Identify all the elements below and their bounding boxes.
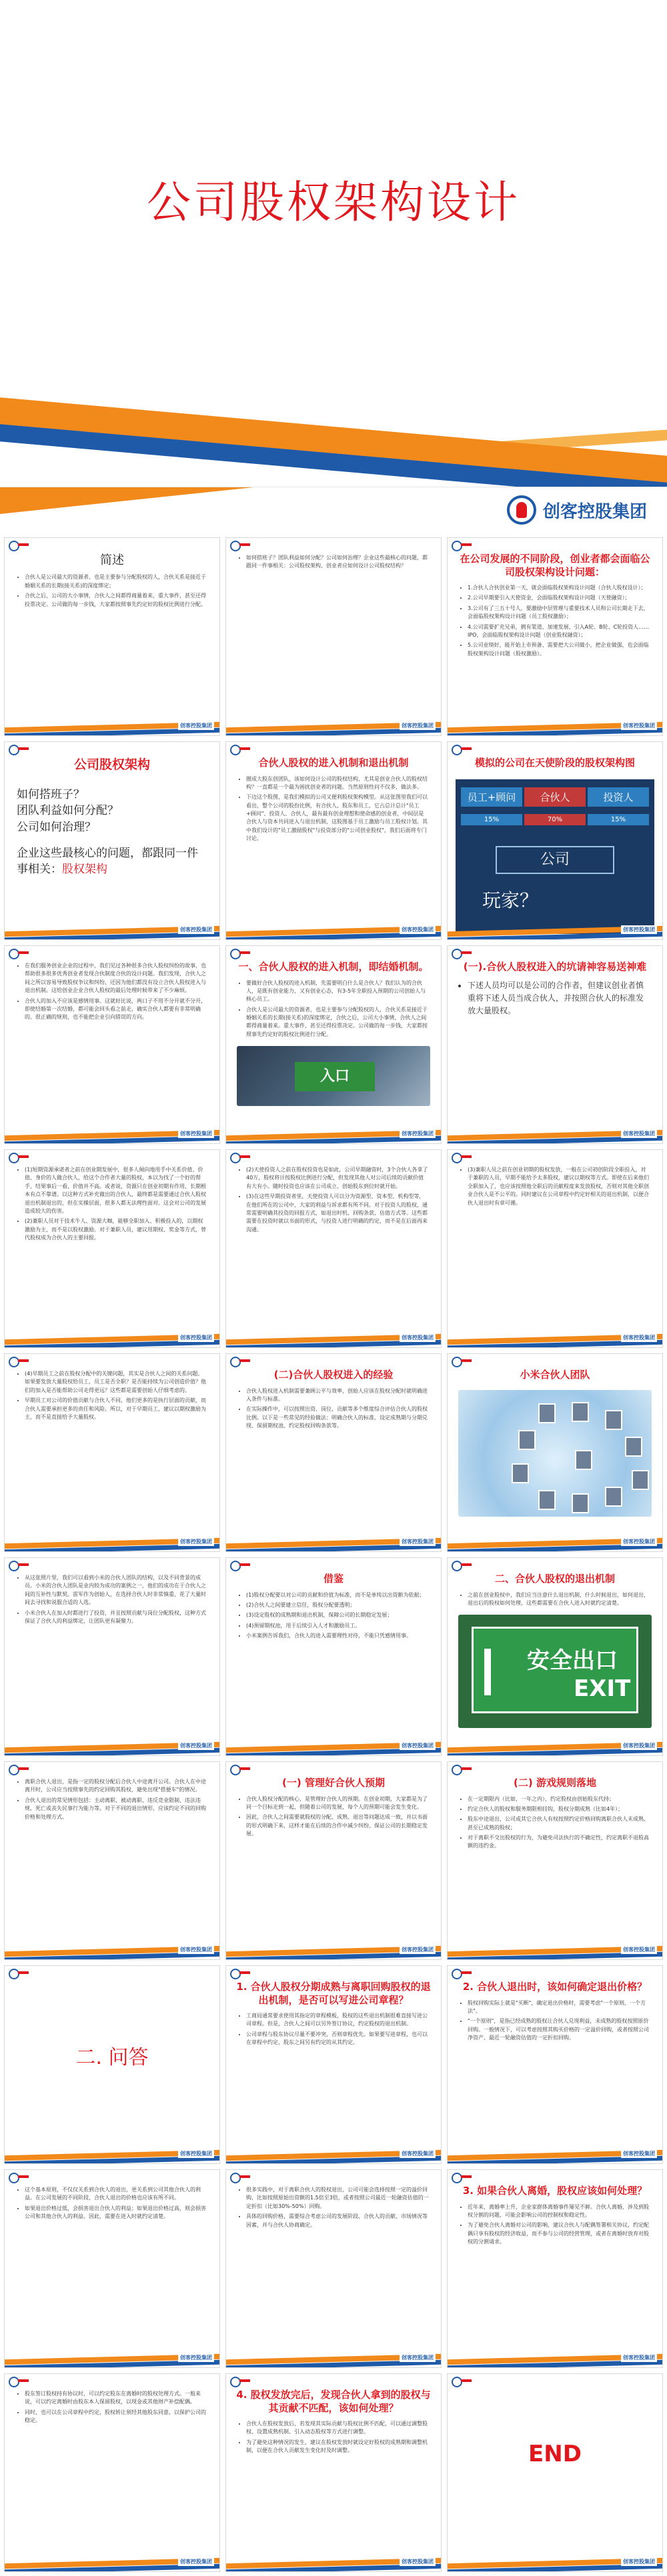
bullet-item: • 如何搭班子？团队利益如何分配？公司如何治理？企业这些最核心的问题，都跟同一件事相关：公司股权架构、创业者应如何设计公司股权结构？ <box>246 554 429 571</box>
bullet-item: • 早期员工对公司的价值贡献与合伙人不同，他们更多的是执行层面的贡献，而合伙人需要承担更多的责任和风险。所以，对于早期员工，建议以期权激励为主，而不是直接给予大量股权。 <box>25 1397 207 1421</box>
slide-title: 二. 问答 <box>75 2046 149 2069</box>
slide-body <box>5 1165 219 1246</box>
slide-card <box>447 2373 663 2572</box>
team-member-portrait <box>538 1490 556 1510</box>
slide-body <box>226 1165 441 1237</box>
question-line: 公司如何治理？ <box>17 820 96 834</box>
slide-logo-icon <box>452 745 472 754</box>
slide-body <box>448 1165 662 1211</box>
slide-logo-icon <box>230 2173 250 2182</box>
slide-logo-icon <box>452 1969 472 1978</box>
bullet-list <box>17 2186 207 2221</box>
slide-body <box>226 2185 441 2233</box>
slide-logo-icon <box>9 2173 29 2182</box>
slide-top-spacer <box>5 1150 219 1165</box>
footer-brand: 创客控股集团 <box>400 1129 436 1138</box>
slide-logo-icon <box>230 1561 250 1570</box>
equity-play: 玩家？ <box>482 889 539 911</box>
slide-card <box>447 1353 663 1552</box>
slide-card <box>447 741 663 940</box>
slide-card <box>225 537 442 736</box>
slide-body <box>5 572 219 612</box>
bullet-item: • 合伙人的加入不应该是感情用事。这就好比说，两口子不用不分开就不分开，即使结婚第一次结婚，都可能会回头看之前走，确实合伙人都要有非常明确的、很正确的规则，也不能把企业引向错误的方向。 <box>25 997 207 1022</box>
question-line: 团队利益如何分配？ <box>17 804 119 818</box>
bullet-item: • (3)兼职人员之前在创业初期的股权发放，一般在公司初创阶段全职投入，对于兼职的人员，早期不能给予太多股权，建议以期权等方式。即使在后来他们全职加入了，也应该按照他全职后的贡献程度来发放股权，否则对其他全职创业合伙人是不公平的。同时建议在公司章程中约定好相关的退出机制，以便合伙人退出时有章可循。 <box>468 1166 650 1207</box>
bullet-list <box>17 2390 207 2425</box>
footer-brand: 创客控股集团 <box>178 925 214 934</box>
bullet-item: • 圈成大股东创团队，该如何设计公司的股权结构，尤其是创业合伙人的股权结构？一直都是一个最为困扰创业者的问题。当然原则性问不仅多，做法多。 <box>246 775 429 792</box>
slide-logo-icon <box>452 2377 472 2386</box>
equity-heads <box>461 787 649 807</box>
slide-card <box>447 1557 663 1756</box>
slide-card <box>225 1965 442 2164</box>
bullet-item: • 2.公司早期要引入天使资金，会面临股权架构设计问题（天使融资）； <box>468 594 650 602</box>
slide-card <box>447 1965 663 2164</box>
slide-logo-icon <box>9 949 29 958</box>
bullet-item: • (4)早期员工之前在股权分配中的关键问题，其实是合伙人之间的关系问题。如果要发放大量股权给员工，员工是否全职？是否能持续为公司创造价值？他们的加入是否能帮助公司走得更远？这些都是需要创始人仔细考虑的。 <box>25 1370 207 1395</box>
bullet-item: • 为了避免这种情况的发生，建议在股权发放时就设定好股权的成熟期和调整机制，以便在合伙人贡献发生变化时及时调整。 <box>246 2439 429 2455</box>
bullet-list <box>238 2012 429 2047</box>
footer-brand: 创客控股集团 <box>178 2149 214 2158</box>
slide-questions <box>5 777 219 878</box>
entrance-photo <box>237 1046 430 1106</box>
slide-logo-icon <box>452 1357 472 1366</box>
team-member-portrait <box>518 1430 536 1450</box>
slide-body <box>5 1777 219 1825</box>
slide-logo-icon <box>230 1765 250 1774</box>
bullet-list <box>238 1387 429 1431</box>
slide-body <box>448 1590 662 1611</box>
slide-top-spacer <box>448 1150 662 1165</box>
brand-header <box>0 487 667 533</box>
slide-card <box>4 2169 220 2368</box>
slide-title: 简述 <box>100 553 124 567</box>
exit-sign-en: EXIT <box>574 1675 631 1703</box>
bullet-item: • 5.公司业绩好，能开始上市预备、需要把大公司做小，把企业做强，也会面临股权架构设计问题（股权激励）。 <box>468 641 650 658</box>
footer-brand: 创客控股集团 <box>621 2353 657 2362</box>
bullet-item: • (3)在这些早期投资者里，天使投资人可以分为资源型、资本型、机构型等，在他们所在的公司中，大家的利益与诉求都有所不同。对于投资人的股权，通常需要明确其投资的回报方式，如退出时机、回购条款、估值方式等。这些都需要在投资时就以书面的形式，与投资人进行明确的约定，而不是在后面再来沟通。 <box>246 1193 429 1234</box>
slide-card <box>4 1557 220 1756</box>
slide-title: 2. 合伙人退出时，该如何确定退出价格？ <box>462 1981 648 1993</box>
equity-pct: 15% <box>461 814 522 825</box>
lead-statement <box>17 845 207 878</box>
slide-title: 公司股权架构 <box>73 757 150 772</box>
bullet-item: • 近年来，离婚率上升，企业家群体离婚事件屡见不鲜。合伙人离婚，涉及到股权分割的问题，可能会影响公司的控制权和稳定性。 <box>468 2203 650 2220</box>
slide-logo-icon <box>230 1969 250 1978</box>
slide-top-spacer <box>5 2170 219 2185</box>
slide-logo-icon <box>9 1357 29 1366</box>
slide-body <box>448 1998 662 2046</box>
slide-top-spacer <box>226 538 441 553</box>
slide-card <box>447 537 663 736</box>
equity-company: 公司 <box>496 846 614 874</box>
slide-top-spacer <box>226 1150 441 1165</box>
running-man-icon <box>484 1649 511 1695</box>
bullet-item: • 合伙人在股权发放后，若发现其实际贡献与股权比例不匹配，可以通过调整股权、设置成熟机制、引入动态股权等方式进行调整。 <box>246 2420 429 2437</box>
slide-body <box>226 2419 441 2459</box>
bullet-item: • (2)兼职人员对于技术牛人、资源大咖，能够全职加入、积极投入的，以期权激励为主，而不是以股权激励。对于兼职人员，建议用期权、奖金等方式，替代股权成为合伙人的主要回报。 <box>25 1217 207 1242</box>
bullet-item: • 约定合伙人的股权和服务期限相挂钩，股权分期成熟（比如4年）； <box>468 1805 650 1813</box>
team-member-portrait <box>625 1437 642 1457</box>
bullet-item: • 股东中途退出，公司或其它合伙人有权按照约定价格回购离职合伙人未成熟、甚至已成熟的股权； <box>468 1815 650 1832</box>
footer-brand: 创客控股集团 <box>178 2353 214 2362</box>
slide-card <box>225 741 442 940</box>
exit-sign-photo <box>458 1615 652 1728</box>
slide-card <box>447 1761 663 1960</box>
slide-logo-icon <box>9 745 29 754</box>
bullet-list <box>460 1166 650 1207</box>
footer-brand: 创客控股集团 <box>400 721 436 730</box>
slide-body <box>448 583 662 661</box>
slide-logo-icon <box>9 2377 29 2386</box>
slide-body <box>226 774 441 847</box>
team-photo <box>458 1390 652 1517</box>
footer-brand: 创客控股集团 <box>400 2149 436 2158</box>
slide-body <box>5 1573 219 1629</box>
bullet-item: • 合伙人股权进入机制需要兼顾公平与效率，创始人应该在股权分配时就明确进入条件与标准。 <box>246 1387 429 1404</box>
bullet-item: • (1)短期资源承诺者之前在创业期发展中，很多人倾向地用手中关系价值、价值、身价的人做合伙人，给这个合作者大量的股权，本以为找了一个好的帮手，结果事后一看，价值并不高。或者说，资源只在创业初期有作用，长期根本有点不靠谱。以这种方式补充做出的合伙人，最终都是需要通过合伙人股权退出机制退出的，但在实操层面，很多人都无法理性面对。这会对公司的发展造成较大的伤害。 <box>25 1166 207 1215</box>
slide-logo-icon <box>452 1153 472 1162</box>
slide-title: (二)合伙人股权进入的经验 <box>273 1369 394 1381</box>
footer-brand: 创客控股集团 <box>400 925 436 934</box>
slide-card <box>4 537 220 736</box>
bullet-list <box>17 1778 207 1821</box>
bullet-list <box>238 554 429 571</box>
bullet-item: • 具体的回购价格，需要综合考虑公司的发展阶段、合伙人的贡献、市场情况等因素，并与合伙人协商确定。 <box>246 2213 429 2229</box>
lead-highlight: 股权架构 <box>62 863 107 877</box>
bullet-item: • 从这张照片里，我们可以看到小米的合伙人团队的结构，以及不同背景的成员。小米的合伙人团队是业内较为成功的案例之一，他们的成功在于合伙人之间的互补性与默契。雷军作为创始人，在选择合伙人时非常慎重，花了大量时间去寻找和说服合适的人选。 <box>25 1574 207 1607</box>
bullet-list <box>460 584 650 658</box>
slide-logo-icon <box>230 949 250 958</box>
bullet-list <box>460 979 650 1018</box>
slide-body <box>226 1590 441 1644</box>
bullet-list <box>17 1370 207 1421</box>
bullet-item: • (1)股权分配要以对公司的贡献和价值为标准，而不是单纯以出资额为依据； <box>246 1591 429 1599</box>
bullet-item: • 离职合伙人退出，是指一定的股权分配后合伙人中途离开公司。合伙人在中途离开时，公司应当按照事先的约定回购其股权，避免出现"搭便车"的情况。 <box>25 1778 207 1795</box>
slide-title: 3. 如果合伙人离婚，股权应该如何处理？ <box>462 2185 648 2197</box>
equity-head: 投资人 <box>588 787 649 807</box>
slide-logo-icon <box>452 541 472 550</box>
slide-title: (一).合伙人股权进入的坑请神容易送神难 <box>463 961 647 973</box>
slide-logo-icon <box>9 541 29 550</box>
footer-brand: 创客控股集团 <box>178 1741 214 1750</box>
slide-card <box>225 1761 442 1960</box>
bullet-list <box>238 775 429 843</box>
bullet-item: • 合伙人股权分配的核心，是管理好合伙人的预期。在创业初期，大家都是为了同一个目标走到一起，但随着公司的发展，每个人的预期可能会发生变化。 <box>246 1795 429 1812</box>
slide-title: 模拟的公司在天使阶段的股权架构图 <box>474 757 635 769</box>
bullet-item: • 在实际操作中，可以按照出资、岗位、贡献等多个维度综合评估合伙人的股权比例。以下是一些常见的经验做法：明确合伙人的标准、设定成熟期与分期兑现、保留期权池、约定股权回购条款等。 <box>246 1405 429 1430</box>
slide-logo-icon <box>230 2377 250 2386</box>
question-line: 如何搭班子？ <box>17 787 85 801</box>
bullet-item: • 因此，合伙人之间需要就股权的分配、成熟、退出等问题达成一致，并以书面的形式明确下来，这样才能在后续的合作中减少纠纷，保证公司的长期稳定发展。 <box>246 1813 429 1838</box>
bullet-item: • 1.合伙人合伙创业第一天，就会面临股权架构设计问题（合伙人股权设计）； <box>468 584 650 592</box>
footer-brand: 创客控股集团 <box>621 1945 657 1954</box>
cover-slide <box>0 0 667 487</box>
bullet-item: • 股东签订股权持有协议时，可以约定股东在离婚时的股权处理方式。一般来说，可以约定离婚时由股东本人保留股权，以现金或其他财产补偿配偶。 <box>25 2390 207 2407</box>
footer-brand: 创客控股集团 <box>621 925 657 934</box>
slide-card <box>4 1353 220 1552</box>
slide-logo-icon <box>230 745 250 754</box>
slide-card <box>4 945 220 1144</box>
bullet-item: • 要做好合伙人股权的进入机制，先需要明白什么是合伙人？我们认为的合伙人，是既有创业能力，又有创业心态，有3-5年全职投入预期的公司创始人与核心员工。 <box>246 979 429 1004</box>
footer-brand: 创客控股集团 <box>621 721 657 730</box>
footer-brand: 创客控股集团 <box>400 2557 436 2566</box>
slide-title: 1. 合伙人股权分期成熟与离职回购股权的退出机制，是否可以写进公司章程？ <box>236 1981 431 2006</box>
slide-card <box>447 945 663 1144</box>
footer-brand: 创客控股集团 <box>178 721 214 730</box>
bullet-item: • 公司章程与股东协议尽量不要冲突，否则章程优先。如果要写进章程，也可以在章程中约定，股东之间另有约定的从其约定。 <box>246 2031 429 2047</box>
bullet-list <box>17 573 207 609</box>
slide-body <box>5 2389 219 2429</box>
footer-brand: 创客控股集团 <box>178 1333 214 1342</box>
bullet-item: • 小米合伙人在加入时都进行了投资，并且按照贡献与岗位分配股权，这种方式保证了合伙人的利益绑定，让团队更有凝聚力。 <box>25 1609 207 1626</box>
brand-logo <box>507 495 647 525</box>
slide-card <box>225 1353 442 1552</box>
slide-top-spacer <box>226 2170 441 2185</box>
team-member-portrait <box>605 1487 622 1507</box>
brand-logo-icon <box>507 495 536 525</box>
bullet-list <box>238 2420 429 2455</box>
slide-body <box>226 978 441 1043</box>
slide-card <box>447 1149 663 1348</box>
brand-name: 创客控股集团 <box>542 501 647 522</box>
footer-brand: 创客控股集团 <box>621 1741 657 1750</box>
footer-brand: 创客控股集团 <box>621 1333 657 1342</box>
bullet-list <box>17 1166 207 1243</box>
slide-logo-icon <box>9 1561 29 1570</box>
bullet-item: • (2)合伙人之间要建立信任，股权分配要透明； <box>246 1601 429 1609</box>
cover-title: 公司股权架构设计 <box>147 177 520 228</box>
slide-card <box>225 1557 442 1756</box>
bullet-item: • (4)预留期权池，用于后续引入人才和激励员工。 <box>246 1622 429 1630</box>
footer-brand: 创客控股集团 <box>400 2353 436 2362</box>
bullet-item: • 工商局通常要求使用其指定的章程模板，股权的这些退出机制很难直接写进公司章程。但是，合伙人之间可以另外签订协议，约定股权的退出机制。 <box>246 2012 429 2029</box>
footer-brand: 创客控股集团 <box>400 1537 436 1546</box>
bullet-item: • 之前在创业股权中，我们应当注意什么退出机制，什么时候退出，如何退出，退出后的股权如何处理，这些都需要在合伙人进入时就约定清楚。 <box>468 1591 650 1608</box>
exit-sign-cn: 安全出口 <box>527 1647 618 1675</box>
bullet-item: • (2)天使投资人之前在股权投资也是如此，公司早期融资时，3个合伙人各拿了40万，股权将计按股权比例进行分配，但发现其他人对公司后续的贡献价值有大有小。随时投资也应该在公司成立、创始股东到位时就开始。 <box>246 1166 429 1191</box>
footer-brand: 创客控股集团 <box>178 1129 214 1138</box>
slide-logo-icon <box>452 2173 472 2182</box>
equity-pct: 70% <box>524 814 586 825</box>
slide-card <box>4 1149 220 1348</box>
slide-title: 二、合伙人股权的退出机制 <box>494 1573 615 1585</box>
team-member-portrait <box>575 1450 592 1470</box>
slide-body <box>226 1386 441 1434</box>
slide-top-spacer <box>5 1354 219 1369</box>
slide-card <box>447 2169 663 2368</box>
brand-orange-triangle <box>0 487 253 514</box>
team-member-portrait <box>572 1402 589 1422</box>
slide-body <box>448 1794 662 1854</box>
slide-logo-icon <box>9 1153 29 1162</box>
footer-brand: 创客控股集团 <box>178 1537 214 1546</box>
slide-logo-icon <box>452 1765 472 1774</box>
slide-logo-icon <box>230 541 250 550</box>
slide-top-spacer <box>5 1762 219 1777</box>
footer-brand: 创客控股集团 <box>400 1741 436 1750</box>
team-member-portrait <box>512 1463 529 1483</box>
footer-brand: 创客控股集团 <box>178 2557 214 2566</box>
bullet-list <box>460 2203 650 2247</box>
footer-brand: 创客控股集团 <box>621 2149 657 2158</box>
exit-sign <box>472 1627 638 1713</box>
slide-title: 一、合伙人股权的进入机制，即结婚机制。 <box>238 961 429 973</box>
bullet-item: • 很多实践中，对于离职合伙人的股权退出，公司可能会选择按照一定的溢价回购，比如按照原始出资额的1.5倍至3倍，或者按照公司最近一轮融资估值的一定折扣（比如30%-50%）回购。 <box>246 2186 429 2211</box>
bullet-item: • 3.公司有了三五十号人，要激励中层管理与重要技术人员和公司长期走下去，会面临股权架构设计问题（员工股权激励）； <box>468 605 650 621</box>
slide-title: 合伙人股权的进入机制和退出机制 <box>258 757 409 769</box>
slide-card <box>4 2373 220 2572</box>
bullet-list <box>17 962 207 1022</box>
bullet-item: • 在我们服务创业企业的过程中，我们见过各种很多合伙人股权纠纷的故事，也帮助很多很多优秀创业者发现合伙制度合伙的设计问题。我们发现，合伙人之间之所以容易导致股权争议和纠纷，还因为他们都没有设立合伙人股权进入与退出机制。这给创业企业合伙人股权的最后处理时候带来了不少麻烦。 <box>25 962 207 995</box>
bullet-item: • 这个基本原则，不仅仅关系到合伙人的退出，更关系到公司其他合伙人的利益。在公司发展的不同阶段，合伙人退出的价格也应该有所不同。 <box>25 2186 207 2203</box>
bullet-list <box>238 979 429 1039</box>
slide-logo-icon <box>9 1969 29 1978</box>
slide-card <box>4 1965 220 2164</box>
slide-title: END <box>528 2441 582 2467</box>
footer-brand: 创客控股集团 <box>621 1537 657 1546</box>
bullet-list <box>460 1795 650 1851</box>
slide-logo-icon <box>230 1357 250 1366</box>
slide-body <box>5 961 219 1025</box>
team-member-portrait <box>605 1410 622 1430</box>
slide-logo-icon <box>452 1561 472 1570</box>
entrance-sign: 入口 <box>295 1062 375 1091</box>
bullet-item: • 在一定期限内（比如，一年之内），约定股权由创始股东代持； <box>468 1795 650 1803</box>
bullet-list <box>460 1999 650 2043</box>
bullet-item: • (3)设定股权的成熟期和退出机制，保障公司的长期稳定发展； <box>246 1611 429 1619</box>
footer-brand: 创客控股集团 <box>400 1333 436 1342</box>
slide-top-spacer <box>5 2374 219 2389</box>
footer-brand: 创客控股集团 <box>621 2557 657 2566</box>
slide-card <box>225 1149 442 1348</box>
slide-body <box>226 553 441 574</box>
bullet-item: • 下边这个股图，是我们模拟的公司又便利股权架构模型。从这张图里我们可以看出，整个公司的股份比例，有合伙人、股东和员工，它占总计总计"员工+顾问"、投资人、合伙人，最有最有创业理想和使命感的创业者，中间层是合伙人与资本共同进入与退出机制，这股图基于员工激励与员工股权计划。其中我们设计的"员工激励股权"与投资部分的"公司创业股权"，我们后面将专门讨论。 <box>246 793 429 843</box>
slide-title: 借鉴 <box>323 1573 344 1585</box>
slide-title: 在公司发展的不同阶段，创业者都会面临公司股权架构设计问题： <box>460 553 650 578</box>
bullet-item: • 对于离职不交出股权的行为，为避免司法执行的不确定性，约定离职不退股高额的违约金。 <box>468 1834 650 1851</box>
slide-body <box>5 1369 219 1425</box>
footer-brand: 创客控股集团 <box>621 1129 657 1138</box>
slide-logo-icon <box>9 1765 29 1774</box>
slide-card <box>225 945 442 1144</box>
slide-card <box>225 2169 442 2368</box>
slide-logo-icon <box>452 949 472 958</box>
bullet-item: • 为了避免合伙人离婚对公司的影响，建议合伙人与配偶签署相关协议，约定配偶只享有股权的经济收益，而不参与公司的经营管理，或者在离婚时放弃对股权的分割请求。 <box>468 2221 650 2246</box>
bullet-list <box>238 1795 429 1839</box>
bullet-item: • 小米案例告诉我们，合伙人的进入需要理性对待，不能只凭感情用事。 <box>246 1632 429 1640</box>
slide-body <box>5 2185 219 2225</box>
equity-diagram <box>456 779 654 934</box>
bullet-item: • 合伙人退出的常见情形包括：主动离职、被动离职、违反竞业限制、违法违规、死亡或丧失民事行为能力等。对于不同的退出情形，应该约定不同的回购价格和处理方式。 <box>25 1797 207 1821</box>
slide-card <box>225 2373 442 2572</box>
slide-title: 小米合伙人团队 <box>520 1369 590 1381</box>
slide-body <box>448 2202 662 2250</box>
footer-brand: 创客控股集团 <box>178 1945 214 1954</box>
slide-card <box>4 1761 220 1960</box>
equity-head: 员工+顾问 <box>461 787 522 807</box>
slide-title: 4. 股权发放完后，发现合伙人拿到的股权与其贡献不匹配，该如何处理？ <box>236 2389 431 2414</box>
footer-brand: 创客控股集团 <box>400 1945 436 1954</box>
bullet-item: • "一个原则"，是指已经成熟的股权让合伙人兑现利益，未成熟的股权按照原价回购。一般情况下，可以考虑按照其购买价格的一定溢价回购，或者按照公司净资产、最近一轮融资估值的一定折扣回购。 <box>468 2017 650 2042</box>
slide-title: (一) 管理好合伙人预期 <box>282 1777 385 1789</box>
bullet-item: • 股权回购实际上就是"买断"，确定退出价格时，需要考虑"一个原则，一个方法"。 <box>468 1999 650 2016</box>
bullet-list <box>238 1591 429 1641</box>
bullet-item: • 4.公司需要扩充兄弟，拥有渠道、加速发展、引入A轮、B轮、C轮投资人……IPO，会面临股权架构设计问题（创业股权融资）； <box>468 623 650 640</box>
slide-top-spacer <box>5 1558 219 1573</box>
equity-pcts <box>461 814 649 825</box>
team-member-portrait <box>572 1493 589 1513</box>
equity-pct: 15% <box>588 814 649 825</box>
bullet-list <box>460 1591 650 1608</box>
slide-body <box>226 2011 441 2051</box>
equity-head: 合伙人 <box>524 787 586 807</box>
bullet-item: • 如果退出价格过低，会损害退出合伙人的利益；如果退出价格过高，则会损害公司和其他合伙人的利益。因此，需要在进入时就约定清楚。 <box>25 2205 207 2221</box>
team-member-portrait <box>538 1403 556 1423</box>
slide-card <box>4 741 220 940</box>
slide-body <box>448 978 662 1021</box>
slide-top-spacer <box>5 946 219 961</box>
slide-grid <box>0 533 667 2576</box>
bullet-item: • 下述人员均可以是公司的合作者，但建议创业者慎重将下述人员当成合伙人，并按照合伙人的标准发放大量股权。 <box>468 979 650 1018</box>
lead-text: 企业这些最核心的问题，都跟同一件事相关： <box>17 846 198 877</box>
bullet-list <box>238 1166 429 1234</box>
bullet-list <box>17 1574 207 1625</box>
slide-body <box>226 1794 441 1842</box>
bullet-item: • 合伙人是公司最大的资源者，也是主要参与分配股权的人，合伙关系是接近于婚姻关系的长期(接关系)的深度绑定，合伙之后，公司大小事情，合伙人之间都得商量着来。重大事件，甚至还得投票决定。公司做的每一步钱，大家都按照事先约定好的股权比例进行分配。 <box>246 1006 429 1039</box>
team-member-portrait <box>632 1470 649 1490</box>
bullet-list <box>238 2186 429 2229</box>
bullet-item: • 同时，也可以在公司章程中约定，股权转让须经其他股东同意，以保护公司的稳定。 <box>25 2409 207 2425</box>
bullet-item: • 合伙人是公司最大的资源者，也是主要参与分配股权的人，合伙关系是接近于婚姻关系的长期(接关系)的深度绑定； <box>25 573 207 590</box>
bullet-item: • 合伙之后，公司的大小事情，合伙人之间都得商量着来，重大事件，甚至还得投票决定。公司做的每一步钱，大家都按照事先约定好的股权比例进行分配。 <box>25 592 207 609</box>
slide-logo-icon <box>230 1153 250 1162</box>
slide-title: (二) 游戏规则落地 <box>514 1777 596 1789</box>
